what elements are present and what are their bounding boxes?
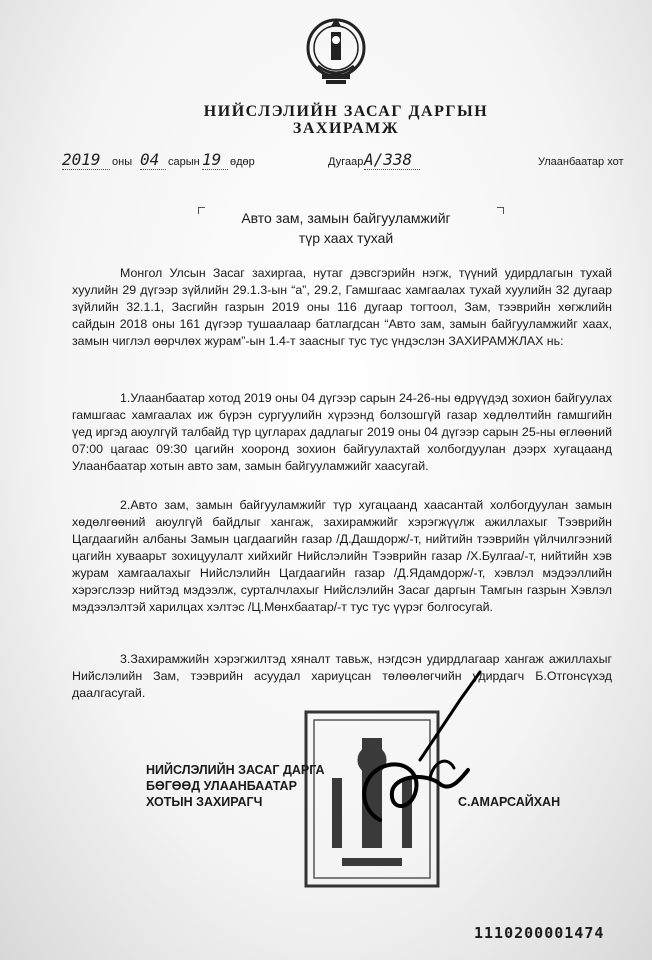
preamble-text: Монгол Улсын Засаг захиргаа, нутаг дэвсгэрийн нэгж, түүний удирдлагын тухай хуулийн 29 дүгээр зүйлийн 29.1.3-ын “а”, 29.2, Гамшгаас хамгаалах тухай хуулийн 32 дугаар зүйлийн 32.1.1, Засгийн газрын 2019 оны 116 дугаар тогтоол, Зам, тээврийн хөгжлийн сайдын 2018 оны 161 дүгээр тушаалаар батлагдсан “Авто зам, замын байгууламжийг хаах, замын чиглэл өөрчлөх журам”-ын 1.4-т заасныг тус тус үндэслэн ЗАХИРАМЖЛАХ нь: xyxy=(72,266,612,348)
order-item-1-text: 1.Улаанбаатар хотод 2019 оны 04 дүгээр сарын 24-26-ны өдрүүдэд зохион байгуулах гамшгаас хамгаалах иж бүрэн сургуулийн хүрээнд болзошгүй газар хөдлөлтийн гамшгийн үед иргэд аюулгүй талбайд түр цугларах дадлагыг 2019 оны 04 дүгээр сарын 25-ны өглөөний 07:00 цагаас 09:30 цагийн хооронд зохион байгуулахтай холбогдуулан дээрх хугацаанд Улаанбаатар хотын авто зам, замын байгууламжийг хаасугай. xyxy=(72,391,612,473)
signatory-title xyxy=(146,762,325,810)
signatory-title-line3: ХОТЫН ЗАХИРАГЧ xyxy=(146,795,263,809)
subject xyxy=(190,208,502,248)
date-day: 19 xyxy=(202,150,228,170)
document-type-title: ЗАХИРАМЖ xyxy=(292,120,400,137)
signature-icon xyxy=(330,660,530,840)
signatory-name: С.АМАРСАЙХАН xyxy=(458,795,561,809)
subject-line2: түр хаах тухай xyxy=(298,230,394,246)
subject-line1: Авто зам, замын байгууламжийг xyxy=(241,210,451,226)
date-year: 2019 xyxy=(62,150,110,170)
city: Улаанбаатар хот xyxy=(538,156,624,168)
signatory-title-line2: БӨГӨӨД УЛААНБААТАР xyxy=(146,779,297,793)
order-item-3-text: 3.Захирамжийн хэрэгжилтэд хяналт тавьж, нэгдсэн удирдлагаар хангаж ажиллахыг Нийслэлийн Зам, тээврийн асуудал хариуцсан төлөөлөгчийн удирдагч Б.Отгонсүхэд даалгасугай. xyxy=(72,652,612,700)
soyombo-emblem-icon xyxy=(304,10,368,90)
number-label: Дугаар xyxy=(328,156,364,168)
preamble-paragraph xyxy=(72,265,612,350)
order-item-1 xyxy=(72,390,612,475)
date-line xyxy=(62,150,632,180)
order-item-2-text: 2.Авто зам, замын байгууламжийг түр хугацаанд хаасантай холбогдуулан замын хөдөлгөөний аюулгүй байдлыг хангаж, захирамжийг хэрэгжүүлж ажиллахыг Тээврийн Цагдаагийн албаны Замын цагдаагийн газар /Д.Дашдорж/-т, нийтийн тээврийн үйлчилгээний цагийн хуваарьт зохицуулалт хийхийг Нийслэлийн Тээврийн газар /Х.Булгаа/-т, нийтийн хэв журам хамгаалахыг Нийслэлийн Цагдаагийн газар /Д.Ядамдорж/-т, хэвлэл мэдээллийн хэрэгслээр нийтэд мэдээлж, сурталчлахыг Нийслэлийн Засаг даргын Тамгын газрын Хэвлэл мэдээлэлтэй харилцах хэлтэс /Ц.Мөнхбаатар/-т тус тус үүрэг болгосугай. xyxy=(72,498,612,614)
document-number: А/338 xyxy=(364,150,420,170)
order-item-2 xyxy=(72,497,612,616)
issuer-title: НИЙСЛЭЛИЙН ЗАСАГ ДАРГЫН xyxy=(203,103,489,120)
signatory-title-line1: НИЙСЛЭЛИЙН ЗАСАГ ДАРГА xyxy=(146,763,325,777)
date-year-suffix: оны xyxy=(112,156,133,168)
serial-number: 1110200001474 xyxy=(474,924,605,942)
date-day-suffix: өдөр xyxy=(230,156,255,168)
date-month: 04 xyxy=(140,150,166,170)
date-month-suffix: сарын xyxy=(168,156,200,168)
